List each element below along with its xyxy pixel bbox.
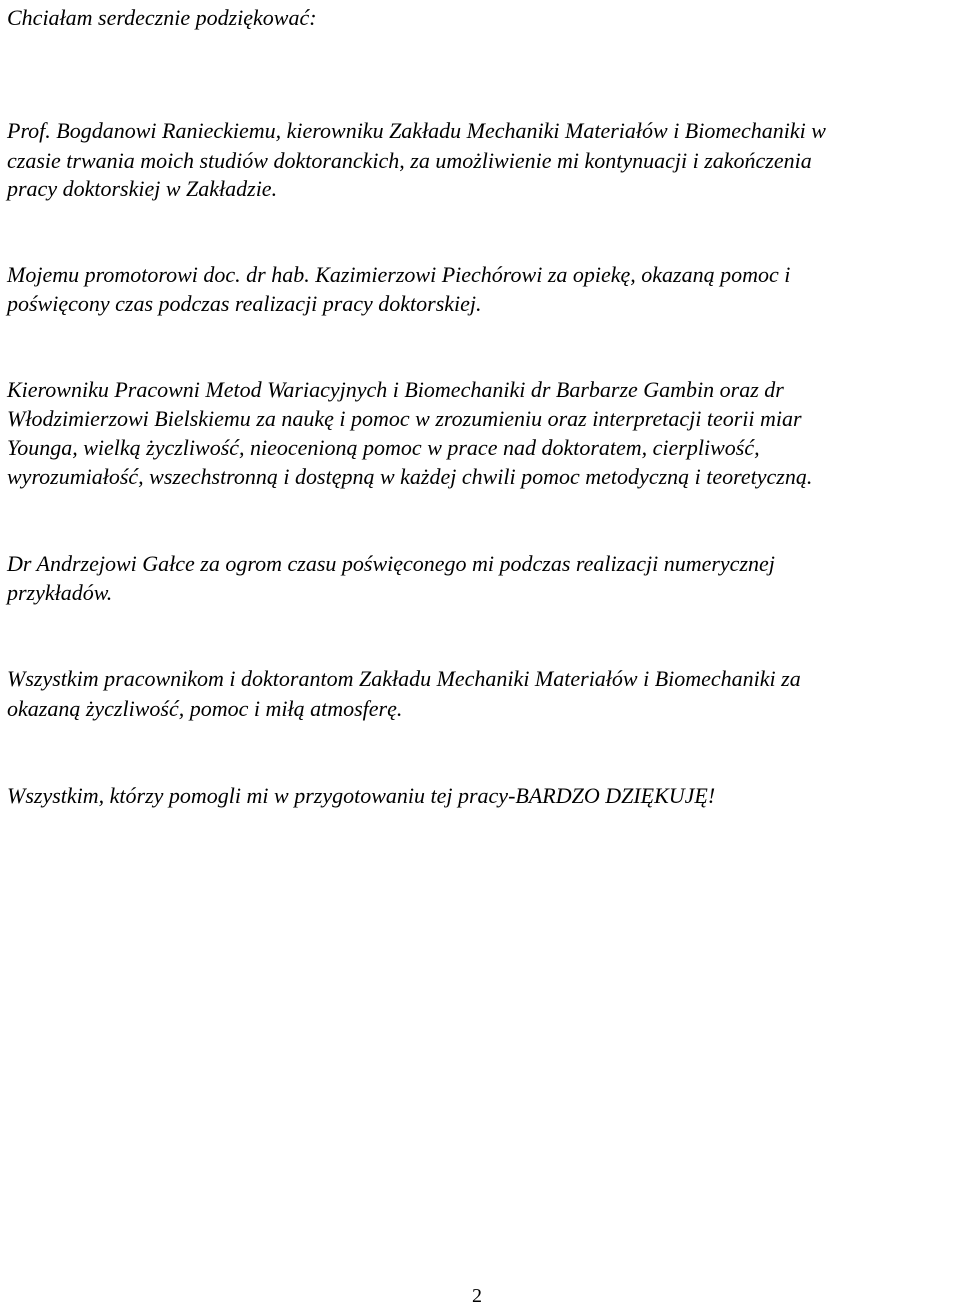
paragraph-staff-line-2: okazaną życzliwość, pomoc i miłą atmosferę. [7, 696, 403, 721]
paragraph-gambin-line-3: Younga, wielką życzliwość, nieocenioną pomoc w prace nad doktoratem, cierpliwość, [7, 435, 760, 460]
paragraph-thanks-line-1: Wszystkim, którzy pomogli mi w przygotowaniu tej pracy-BARDZO DZIĘKUJĘ! [7, 783, 716, 808]
paragraph-galka-line-1: Dr Andrzejowi Gałce za ogrom czasu poświęconego mi podczas realizacji numerycznej [7, 551, 775, 576]
paragraph-raniecki-line-1: Prof. Bogdanowi Ranieckiemu, kierowniku Zakładu Mechaniki Materiałów i Biomechaniki w [7, 118, 826, 143]
paragraph-raniecki-line-3: pracy doktorskiej w Zakładzie. [7, 176, 278, 201]
acknowledgements-heading: Chciałam serdecznie podziękować: [7, 5, 317, 30]
paragraph-gambin-line-4: wyrozumiałość, wszechstronną i dostępną w każdej chwili pomoc metodyczną i teoretyczną. [7, 464, 813, 489]
paragraph-galka-line-2: przykładów. [7, 580, 113, 605]
page-number: 2 [472, 1285, 482, 1307]
paragraph-gambin-line-1: Kierowniku Pracowni Metod Wariacyjnych i Biomechaniki dr Barbarze Gambin oraz dr [7, 377, 784, 402]
paragraph-staff-line-1: Wszystkim pracownikom i doktorantom Zakładu Mechaniki Materiałów i Biomechaniki za [7, 666, 801, 691]
paragraph-promotor-line-1: Mojemu promotorowi doc. dr hab. Kazimierzowi Piechórowi za opiekę, okazaną pomoc i [7, 262, 791, 287]
paragraph-raniecki-line-2: czasie trwania moich studiów doktoranckich, za umożliwienie mi kontynuacji i zakończenia [7, 148, 812, 173]
paragraph-gambin-line-2: Włodzimierzowi Bielskiemu za naukę i pomoc w zrozumieniu oraz interpretacji teorii miar [7, 406, 802, 431]
paragraph-promotor-line-2: poświęcony czas podczas realizacji pracy doktorskiej. [7, 291, 482, 316]
